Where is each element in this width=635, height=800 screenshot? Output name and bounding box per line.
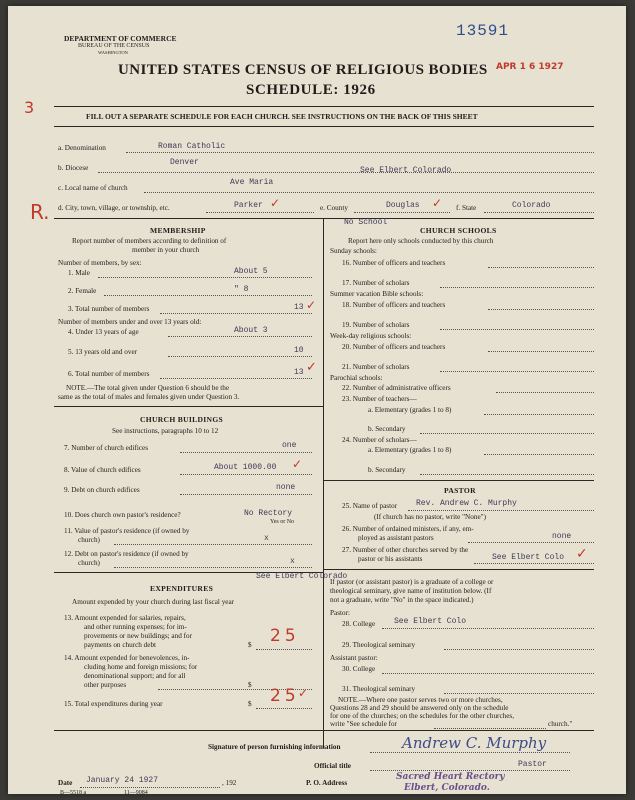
q27-label-2: pastor or his assistants bbox=[358, 555, 423, 563]
q6-value[interactable]: 13 bbox=[294, 368, 304, 377]
q23b-line bbox=[420, 433, 594, 434]
assistant-sub-label: Assistant pastor: bbox=[330, 654, 378, 662]
header-rule-top bbox=[54, 106, 594, 107]
q19-line bbox=[440, 329, 594, 330]
margin-number: 3 bbox=[24, 98, 35, 117]
state-line bbox=[484, 212, 594, 213]
q21-label: 21. Number of scholars bbox=[342, 363, 410, 371]
diocese-value[interactable]: Denver bbox=[170, 158, 199, 167]
buildings-note[interactable]: See Elbert Colorado bbox=[256, 572, 348, 581]
membership-intro-2: member in your church bbox=[132, 246, 200, 254]
q29-label: 29. Theological seminary bbox=[342, 641, 416, 649]
q15-label: 15. Total expenditures during year bbox=[64, 700, 163, 708]
q25-line bbox=[408, 510, 594, 511]
q9-line bbox=[180, 494, 312, 495]
pastor-heading: PASTOR bbox=[444, 486, 476, 495]
membership-intro-1: Report number of members according to definition of bbox=[72, 237, 227, 245]
q25-label: 25. Name of pastor bbox=[342, 502, 398, 510]
by-sex-label: Number of members, by sex: bbox=[58, 259, 142, 267]
q8-value[interactable]: About 1000.00 bbox=[214, 463, 277, 472]
graduate-note-2: theological seminary, give name of institution below. (If bbox=[330, 587, 492, 595]
form-instructions: FILL OUT A SEPARATE SCHEDULE FOR EACH CHURCH. SEE INSTRUCTIONS ON THE BACK OF THIS SHEET bbox=[86, 112, 478, 121]
date-label: Date bbox=[58, 779, 73, 787]
q24b-line bbox=[420, 474, 594, 475]
q10-yesno-hint: Yes or No bbox=[270, 519, 295, 525]
q13-label-3: provements or new buildings; and for bbox=[84, 632, 192, 640]
diocese-line bbox=[98, 172, 594, 173]
q2-line bbox=[104, 295, 312, 296]
checkmark-icon: ✓ bbox=[576, 546, 588, 562]
q13-label-1: 13. Amount expended for salaries, repairs, bbox=[64, 614, 186, 622]
q6-label: 6. Total number of members bbox=[68, 370, 150, 378]
q16-label: 16. Number of officers and teachers bbox=[342, 259, 446, 267]
pastor-note-2: Questions 28 and 29 should be answered only on the schedule bbox=[330, 704, 509, 712]
q23-label: 23. Number of teachers— bbox=[342, 395, 417, 403]
dollar-sign: $ bbox=[248, 700, 252, 708]
q23b-label: b. Secondary bbox=[368, 425, 406, 433]
po-address-stamp-line-2: Elbert, Colorado. bbox=[404, 783, 490, 793]
dollar-sign: $ bbox=[248, 641, 252, 649]
checkmark-icon: ✓ bbox=[270, 196, 281, 210]
date-line bbox=[80, 787, 220, 788]
signature-label: Signature of person furnishing information bbox=[208, 743, 341, 751]
denomination-label: a. Denomination bbox=[58, 144, 106, 152]
signature-line bbox=[370, 752, 570, 753]
q1-line bbox=[98, 277, 312, 278]
q26-label-2: ployed as assistant pastors bbox=[358, 534, 434, 542]
department-name: DEPARTMENT OF COMMERCE bbox=[64, 34, 177, 43]
q15-line bbox=[256, 708, 312, 709]
pastor-note-4-end: church." bbox=[548, 720, 573, 728]
pastor-sub-label: Pastor: bbox=[330, 609, 350, 617]
buildings-heading: CHURCH BUILDINGS bbox=[140, 415, 224, 424]
q1-value[interactable]: About 5 bbox=[234, 267, 268, 276]
county-label: e. County bbox=[320, 204, 348, 212]
membership-note-1: NOTE.—The total given under Question 6 should be the bbox=[66, 384, 230, 392]
schools-intro: Report here only schools conducted by this church bbox=[348, 237, 494, 245]
local-name-line bbox=[144, 192, 594, 193]
q14-label-1: 14. Amount expended for benevolences, in- bbox=[64, 654, 190, 662]
schools-rule bbox=[323, 480, 594, 481]
q25-value[interactable]: Rev. Andrew C. Murphy bbox=[416, 499, 517, 508]
denomination-line bbox=[126, 152, 594, 153]
date-value[interactable]: January 24 1927 bbox=[86, 776, 159, 785]
pastor-note-4: write "See schedule for bbox=[330, 720, 397, 728]
state-value[interactable]: Colorado bbox=[512, 201, 551, 210]
no-school-note[interactable]: No School bbox=[344, 218, 388, 227]
official-title-label: Official title bbox=[314, 762, 351, 770]
pastor-note-3: for one of the churches; on the schedules for the other churches, bbox=[330, 712, 515, 720]
q9-value[interactable]: none bbox=[276, 483, 296, 492]
section-rule bbox=[54, 218, 594, 219]
membership-rule bbox=[54, 406, 323, 407]
local-name-label: c. Local name of church bbox=[58, 184, 128, 192]
signature: Andrew C. Murphy bbox=[402, 734, 547, 752]
header-rule-bottom bbox=[54, 126, 594, 127]
checkmark-icon: ✓ bbox=[306, 360, 317, 375]
county-line bbox=[354, 212, 450, 213]
q26-value[interactable]: none bbox=[552, 532, 572, 541]
q24-label: 24. Number of scholars— bbox=[342, 436, 417, 444]
q12-label-2: church) bbox=[78, 559, 100, 567]
q13-value[interactable]: 25 bbox=[270, 626, 300, 646]
diocese-label: b. Diocese bbox=[58, 164, 89, 172]
q7-label: 7. Number of church edifices bbox=[64, 444, 149, 452]
q12-label-1: 12. Debt on pastor's residence (if owned by bbox=[64, 550, 189, 558]
q14-label-4: other purposes bbox=[84, 681, 127, 689]
parochial-schools-label: Parochial schools: bbox=[330, 374, 383, 382]
checkmark-icon: ✓ bbox=[306, 298, 317, 312]
bureau-name: BUREAU OF THE CENSUS bbox=[78, 43, 150, 49]
checkmark-icon: ✓ bbox=[298, 686, 309, 700]
q24b-label: b. Secondary bbox=[368, 466, 406, 474]
membership-heading: MEMBERSHIP bbox=[150, 226, 206, 235]
q19-label: 19. Number of scholars bbox=[342, 321, 410, 329]
po-address-label: P. O. Address bbox=[306, 779, 348, 787]
q16-line bbox=[488, 267, 594, 268]
denomination-value[interactable]: Roman Catholic bbox=[158, 142, 226, 151]
q11-label-2: church) bbox=[78, 536, 100, 544]
q17-line bbox=[440, 287, 594, 288]
q1-label: 1. Male bbox=[68, 269, 90, 277]
q11-line bbox=[114, 544, 312, 545]
bureau-city: WASHINGTON bbox=[98, 50, 128, 55]
q4-label: 4. Under 13 years of age bbox=[68, 328, 139, 336]
state-label: f. State bbox=[456, 204, 477, 212]
pastor-rule bbox=[323, 569, 594, 570]
q11-label-1: 11. Value of pastor's residence (if owned by bbox=[64, 527, 190, 535]
q14-label-3: denominational support; and for all bbox=[84, 672, 186, 680]
q30-label: 30. College bbox=[342, 665, 376, 673]
q31-label: 31. Theological seminary bbox=[342, 685, 416, 693]
q18-label: 18. Number of officers and teachers bbox=[342, 301, 446, 309]
summer-schools-label: Summer vacation Bible schools: bbox=[330, 290, 424, 298]
weekday-schools-label: Week-day religious schools: bbox=[330, 332, 412, 340]
serial-number: 13591 bbox=[456, 22, 510, 40]
q12-line bbox=[114, 567, 312, 568]
q3-label: 3. Total number of members bbox=[68, 305, 150, 313]
q15-value[interactable]: 25 bbox=[270, 686, 300, 706]
checkmark-icon: ✓ bbox=[432, 196, 443, 210]
q28-line bbox=[382, 628, 594, 629]
q26-line bbox=[468, 542, 594, 543]
census-schedule-sheet bbox=[8, 6, 626, 794]
q2-value[interactable]: " 8 bbox=[234, 285, 249, 294]
county-value[interactable]: Douglas bbox=[386, 201, 420, 210]
membership-note-2: same as the total of males and females given under Question 3. bbox=[58, 393, 240, 401]
q24a-label: a. Elementary (grades 1 to 8) bbox=[368, 446, 452, 454]
q10-value[interactable]: No Rectory bbox=[244, 509, 293, 518]
q7-value[interactable]: one bbox=[282, 441, 297, 450]
checkmark-icon: ✓ bbox=[292, 457, 303, 471]
q3-value[interactable]: 13 bbox=[294, 303, 304, 312]
q8-label: 8. Value of church edifices bbox=[64, 466, 141, 474]
q13-label-4: payments on church debt bbox=[84, 641, 157, 649]
q7-line bbox=[180, 452, 312, 453]
q12-value[interactable]: x bbox=[290, 557, 295, 566]
q10-label: 10. Does church own pastor's residence? bbox=[64, 511, 181, 519]
q9-label: 9. Debt on church edifices bbox=[64, 486, 140, 494]
age-intro-label: Number of members under and over 13 years old: bbox=[58, 318, 202, 326]
q22-line bbox=[496, 392, 594, 393]
margin-letter: R. bbox=[30, 200, 50, 224]
q13-label-2: and other running expenses; for im- bbox=[84, 623, 187, 631]
city-value[interactable]: Parker bbox=[234, 201, 263, 210]
pastor-note-1: NOTE.—Where one pastor serves two or more churches, bbox=[338, 696, 503, 704]
q27-label-1: 27. Number of other churches served by the bbox=[342, 546, 469, 554]
q24a-line bbox=[484, 454, 594, 455]
q21-line bbox=[440, 371, 594, 372]
q14-label-2: cluding home and foreign missions; for bbox=[84, 663, 198, 671]
sunday-schools-label: Sunday schools: bbox=[330, 247, 377, 255]
q11-value[interactable]: x bbox=[264, 534, 269, 543]
q23a-line bbox=[484, 414, 594, 415]
q5-line bbox=[168, 356, 312, 357]
q4-line bbox=[168, 336, 312, 337]
q2-label: 2. Female bbox=[68, 287, 97, 295]
q29-line bbox=[444, 649, 594, 650]
q18-line bbox=[488, 309, 594, 310]
diocese-note[interactable]: See Elbert Colorado bbox=[360, 166, 452, 175]
date-year-suffix: , 192 bbox=[222, 779, 237, 787]
city-label: d. City, town, village, or township, etc. bbox=[58, 204, 170, 212]
buildings-sub: See instructions, paragraphs 10 to 12 bbox=[112, 427, 219, 435]
schools-heading: CHURCH SCHOOLS bbox=[420, 226, 497, 235]
footer-rule bbox=[54, 730, 594, 731]
q30-line bbox=[382, 673, 594, 674]
q5-value[interactable]: 10 bbox=[294, 346, 304, 355]
expenditures-heading: EXPENDITURES bbox=[150, 584, 214, 593]
q27-value[interactable]: See Elbert Colo bbox=[492, 553, 565, 562]
q8-line bbox=[180, 474, 312, 475]
column-divider bbox=[323, 218, 324, 748]
city-line bbox=[206, 212, 314, 213]
q5-label: 5. 13 years old and over bbox=[68, 348, 138, 356]
q13-line bbox=[256, 649, 312, 650]
official-title-line bbox=[370, 770, 570, 771]
q26-label-1: 26. Number of ordained ministers, if any, em- bbox=[342, 525, 474, 533]
q6-line bbox=[160, 378, 312, 379]
graduate-note-3: not a graduate, write "No" in the space indicated.) bbox=[330, 596, 474, 604]
q22-label: 22. Number of administrative officers bbox=[342, 384, 451, 392]
dollar-sign: $ bbox=[248, 681, 252, 689]
form-title: UNITED STATES CENSUS OF RELIGIOUS BODIES bbox=[118, 62, 488, 78]
q23a-label: a. Elementary (grades 1 to 8) bbox=[368, 406, 452, 414]
po-address-stamp-line-1: Sacred Heart Rectory bbox=[396, 772, 505, 782]
q3-line bbox=[160, 313, 312, 314]
q20-label: 20. Number of officers and teachers bbox=[342, 343, 446, 351]
q20-line bbox=[488, 351, 594, 352]
q28-label: 28. College bbox=[342, 620, 376, 628]
q4-value[interactable]: About 3 bbox=[234, 326, 268, 335]
official-title-value[interactable]: Pastor bbox=[518, 760, 547, 769]
print-number: 11—9084 bbox=[124, 790, 148, 794]
pastor-note-line bbox=[434, 728, 546, 729]
q28-value[interactable]: See Elbert Colo bbox=[394, 617, 467, 626]
q17-label: 17. Number of scholars bbox=[342, 279, 410, 287]
q27-line bbox=[474, 563, 594, 564]
q25-note: (If church has no pastor, write "None") bbox=[374, 513, 486, 521]
form-number: B—5518 a bbox=[60, 790, 87, 794]
form-subtitle: SCHEDULE: 1926 bbox=[246, 82, 376, 98]
received-date-stamp: APR 1 6 1927 bbox=[496, 62, 564, 72]
local-name-value[interactable]: Ave Maria bbox=[230, 178, 274, 187]
expenditures-sub: Amount expended by your church during last fiscal year bbox=[72, 598, 235, 606]
q31-line bbox=[444, 693, 594, 694]
graduate-note-1: If pastor (or assistant pastor) is a graduate of a college or bbox=[330, 578, 494, 586]
